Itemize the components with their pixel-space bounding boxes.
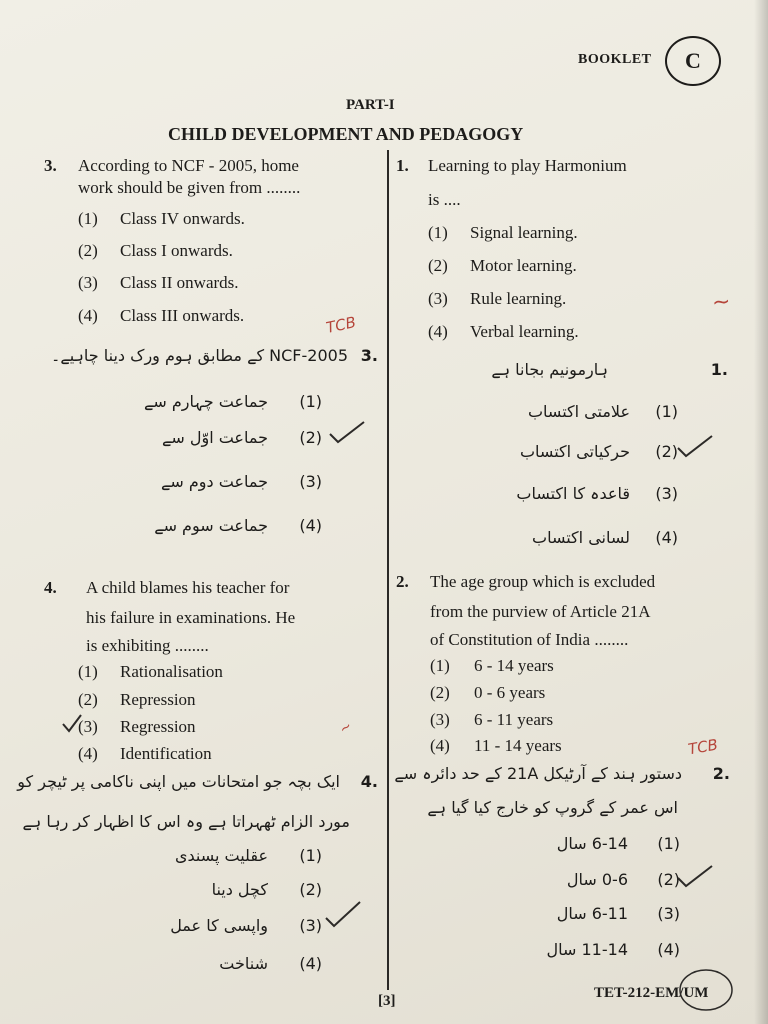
urdu-question-number: .3	[360, 346, 378, 365]
option-text: Rationalisation	[120, 662, 223, 681]
option-number: (2)	[78, 241, 98, 260]
question-number: 3.	[44, 156, 57, 175]
urdu-option-text: شناخت	[219, 954, 268, 973]
urdu-question-text: ایک بچہ جو امتحانات میں اپنی ناکامی پر ٹیچر کو	[17, 772, 340, 791]
urdu-option-text: جماعت دوم سے	[161, 472, 268, 491]
urdu-option-number: (1)	[655, 402, 678, 421]
urdu-question-text: ہارمونیم بجانا ہے	[491, 360, 608, 379]
urdu-option-number: (4)	[299, 954, 322, 973]
option-text: Signal learning.	[470, 223, 578, 242]
page-shadow	[754, 0, 768, 1024]
urdu-option-number: (2)	[299, 880, 322, 899]
check-mark-icon	[676, 434, 716, 460]
column-divider	[387, 150, 389, 990]
urdu-option-text: واپسی کا عمل	[170, 916, 268, 935]
option-text: Class III onwards.	[120, 306, 245, 325]
question-number: 4.	[44, 578, 57, 597]
option-number: (1)	[78, 209, 98, 228]
question-text: A child blames his teacher for	[86, 578, 290, 597]
handwritten-mark: TCB	[324, 313, 358, 337]
urdu-option-text: حرکیاتی اکتساب	[519, 442, 630, 461]
check-mark-icon	[328, 420, 368, 446]
urdu-option-number: (2)	[299, 428, 322, 447]
question-number: 2.	[396, 572, 409, 591]
option-number: (4)	[428, 322, 448, 341]
question-text: is exhibiting ........	[86, 636, 209, 655]
urdu-question-text: 2005-NCF کے مطابق ہوم ورک دینا چاہیے۔	[50, 346, 348, 365]
urdu-option-number: (3)	[655, 484, 678, 503]
urdu-option-text: 11-14 سال	[546, 940, 628, 959]
urdu-option-number: (1)	[299, 392, 322, 411]
handwritten-mark: ~	[710, 289, 732, 316]
question-text: is ....	[428, 190, 461, 209]
option-text: Repression	[120, 690, 196, 709]
option-number: (3)	[428, 289, 448, 308]
handwritten-mark: ~	[336, 718, 356, 738]
option-number: (3)	[78, 717, 98, 736]
question-text: of Constitution of India ........	[430, 630, 629, 649]
urdu-option-text: قاعدہ کا اکتساب	[516, 484, 630, 503]
option-text: Identification	[120, 744, 212, 763]
urdu-question-number: .2	[712, 764, 730, 783]
option-text: 6 - 14 years	[474, 656, 554, 675]
option-number: (4)	[78, 744, 98, 763]
subject-title: CHILD DEVELOPMENT AND PEDAGOGY	[168, 124, 524, 144]
urdu-option-number: (1)	[657, 834, 680, 853]
option-text: Class IV onwards.	[120, 209, 245, 228]
option-number: (2)	[78, 690, 98, 709]
question-text: work should be given from ........	[78, 178, 301, 197]
option-number: (1)	[78, 662, 98, 681]
urdu-option-text: جماعت سوم سے	[154, 516, 268, 535]
booklet-code-footer: TET-212-EM/UM	[594, 985, 709, 1001]
question-number: 1.	[396, 156, 409, 175]
option-text: Motor learning.	[470, 256, 577, 275]
option-number: (1)	[428, 223, 448, 242]
option-text: Regression	[120, 717, 196, 736]
check-mark-icon	[62, 714, 82, 734]
booklet-label: BOOKLET	[578, 52, 652, 67]
option-text: Verbal learning.	[470, 322, 579, 341]
check-mark-icon	[676, 864, 716, 890]
handwritten-mark: TCB	[686, 735, 720, 759]
booklet-code-badge: C	[665, 36, 721, 86]
option-text: 6 - 11 years	[474, 710, 554, 729]
question-text: his failure in examinations. He	[86, 608, 296, 627]
option-number: (4)	[78, 306, 98, 325]
option-text: Class II onwards.	[120, 273, 239, 292]
option-number: (1)	[430, 656, 450, 675]
urdu-option-text: علامتی اکتساب	[527, 402, 630, 421]
urdu-question-text: اس عمر کے گروپ کو خارج کیا گیا ہے	[427, 798, 678, 817]
urdu-option-text: کچل دینا	[211, 880, 268, 899]
urdu-question-number: .1	[710, 360, 728, 379]
question-text: Learning to play Harmonium	[428, 156, 627, 175]
option-text: Class I onwards.	[120, 241, 233, 260]
urdu-question-text: دستور ہند کے آرٹیکل 21A کے حد دائرہ سے	[394, 764, 682, 783]
urdu-option-number: (2)	[657, 870, 680, 889]
urdu-option-text: لسانی اکتساب	[532, 528, 630, 547]
urdu-option-text: جماعت اوّل سے	[161, 428, 268, 447]
option-text: 11 - 14 years	[474, 736, 562, 755]
urdu-option-text: عقلیت پسندی	[174, 846, 268, 865]
option-number: (2)	[428, 256, 448, 275]
urdu-option-number: (3)	[299, 916, 322, 935]
option-number: (3)	[78, 273, 98, 292]
urdu-option-text: 0-6 سال	[566, 870, 628, 889]
urdu-option-text: 6-14 سال	[556, 834, 628, 853]
part-heading: PART-I	[346, 97, 395, 113]
urdu-option-number: (4)	[657, 940, 680, 959]
urdu-option-number: (4)	[655, 528, 678, 547]
check-mark-icon	[324, 900, 364, 930]
urdu-option-text: جماعت چہارم سے	[144, 392, 268, 411]
option-number: (3)	[430, 710, 450, 729]
question-text: The age group which is excluded	[430, 572, 656, 591]
urdu-option-number: (1)	[299, 846, 322, 865]
urdu-option-number: (4)	[299, 516, 322, 535]
stamp-icon	[678, 968, 734, 1012]
urdu-option-number: (3)	[299, 472, 322, 491]
urdu-option-number: (2)	[655, 442, 678, 461]
option-number: (2)	[430, 683, 450, 702]
urdu-question-text: مورد الزام ٹھہراتا ہے وہ اس کا اظہار کر رہا ہے	[22, 812, 350, 831]
option-number: (4)	[430, 736, 450, 755]
option-text: Rule learning.	[470, 289, 567, 308]
option-text: 0 - 6 years	[474, 683, 546, 702]
question-text: from the purview of Article 21A	[430, 602, 651, 621]
page-number: [3]	[378, 993, 396, 1009]
urdu-option-text: 6-11 سال	[556, 904, 628, 923]
urdu-option-number: (3)	[657, 904, 680, 923]
question-text: According to NCF - 2005, home	[78, 156, 299, 175]
urdu-question-number: .4	[360, 772, 378, 791]
